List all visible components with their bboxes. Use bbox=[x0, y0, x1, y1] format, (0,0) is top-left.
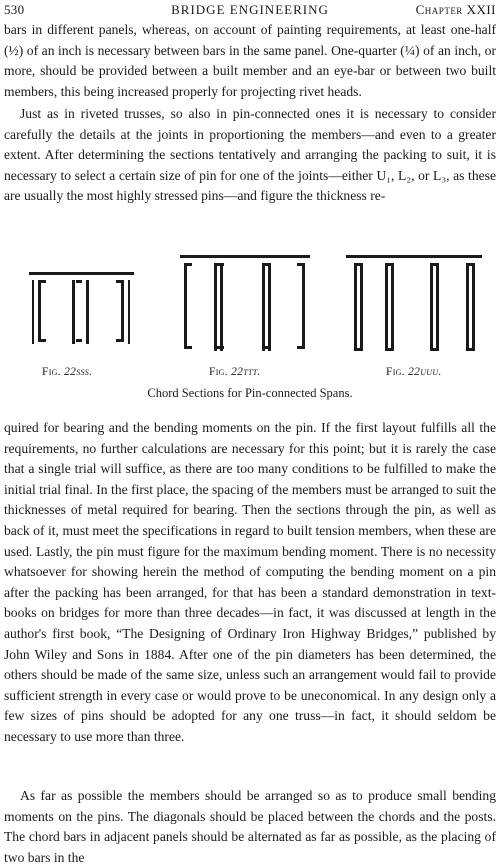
running-title: BRIDGE ENGINEERING bbox=[171, 2, 329, 17]
page-number: 530 bbox=[4, 2, 25, 17]
paragraph: Just as in riveted trusses, so also in pin-connected ones it is necessary to consider carefully the details at the joints in proportioning the members—and even to a greater extent. After determining the sections tentatively and arranging the packing to suit, it is necessary to select a certain size of pin for one of the joints—either U₁, L₂, or L₃, as these are usually the most highly stressed pins—and figure the thickness re- bbox=[4, 106, 496, 204]
figure-22ttt-drawing bbox=[180, 255, 310, 351]
figure-22uuu-drawing bbox=[346, 255, 482, 351]
paragraph: quired for bearing and the bending moments on the pin. If the first layout fulfills all the requirements, no further calculations are necessary for this point; but it is rarely the case that a single trial will suffice, as there are too many conditions to be fulfilled to make the initial trial final. In the first place, the spacing of the members must be arranged to suit the thicknesses of metal required for bearing. Then the sections through the pin, as well as back of it, must meet the specifications in regard to built tension members, when these are used. Lastly, the pin must figure for the maximum bending moment. There is no necessity whatsoever for showing herein the method of computing the bending moment on a pin after the packing has been arranged, for that has been a standard demonstration in text-books on bridges for more than three decades—in fact, it was discussed at length in the author's first book, “The Designing of Ordinary Iron Highway Bridges,” published by John Wiley and Sons in 1884. After one of the pin diameters has been determined, the others should be made of the same size, unless such an arrangement would fail to provide sufficient strength in every case or would prove to be uneconomical. In any design only a few sizes of pins should be adopted for any one truss—in fact, it should seldom be necessary to use more than three. bbox=[4, 420, 496, 744]
paragraph: bars in different panels, whereas, on account of painting requirements, at least one-half (½) of an inch is necessary between bars in the same panel. One-quarter (¼) of an inch, or more, should be provided between a built member and an eye-bar or between two built members, this being increased properly for projecting rivet heads. bbox=[4, 22, 496, 99]
figure-label-22sss: Fig. 22sss. bbox=[42, 366, 93, 378]
figure-caption: Chord Sections for Pin-connected Spans. bbox=[147, 386, 353, 400]
chapter-label: Chapter XXII bbox=[415, 2, 496, 17]
figure-22sss-drawing bbox=[29, 272, 134, 344]
book-page bbox=[4, 0, 496, 865]
chord-section-drawings bbox=[4, 247, 496, 367]
figure-label-22uuu: Fig. 22uuu. bbox=[386, 366, 442, 378]
paragraph: As far as possible the members should be arranged so as to produce small bending moments on the pins. The diagonals should be placed between the chords and the posts. The chord bars in adjacent panels should be alternated as far as possible, as the placing of two bars in the bbox=[4, 788, 496, 865]
running-header bbox=[4, 2, 496, 20]
figure-label-22ttt: Fig. 22ttt. bbox=[209, 366, 261, 378]
chord-section-figures bbox=[4, 247, 496, 378]
